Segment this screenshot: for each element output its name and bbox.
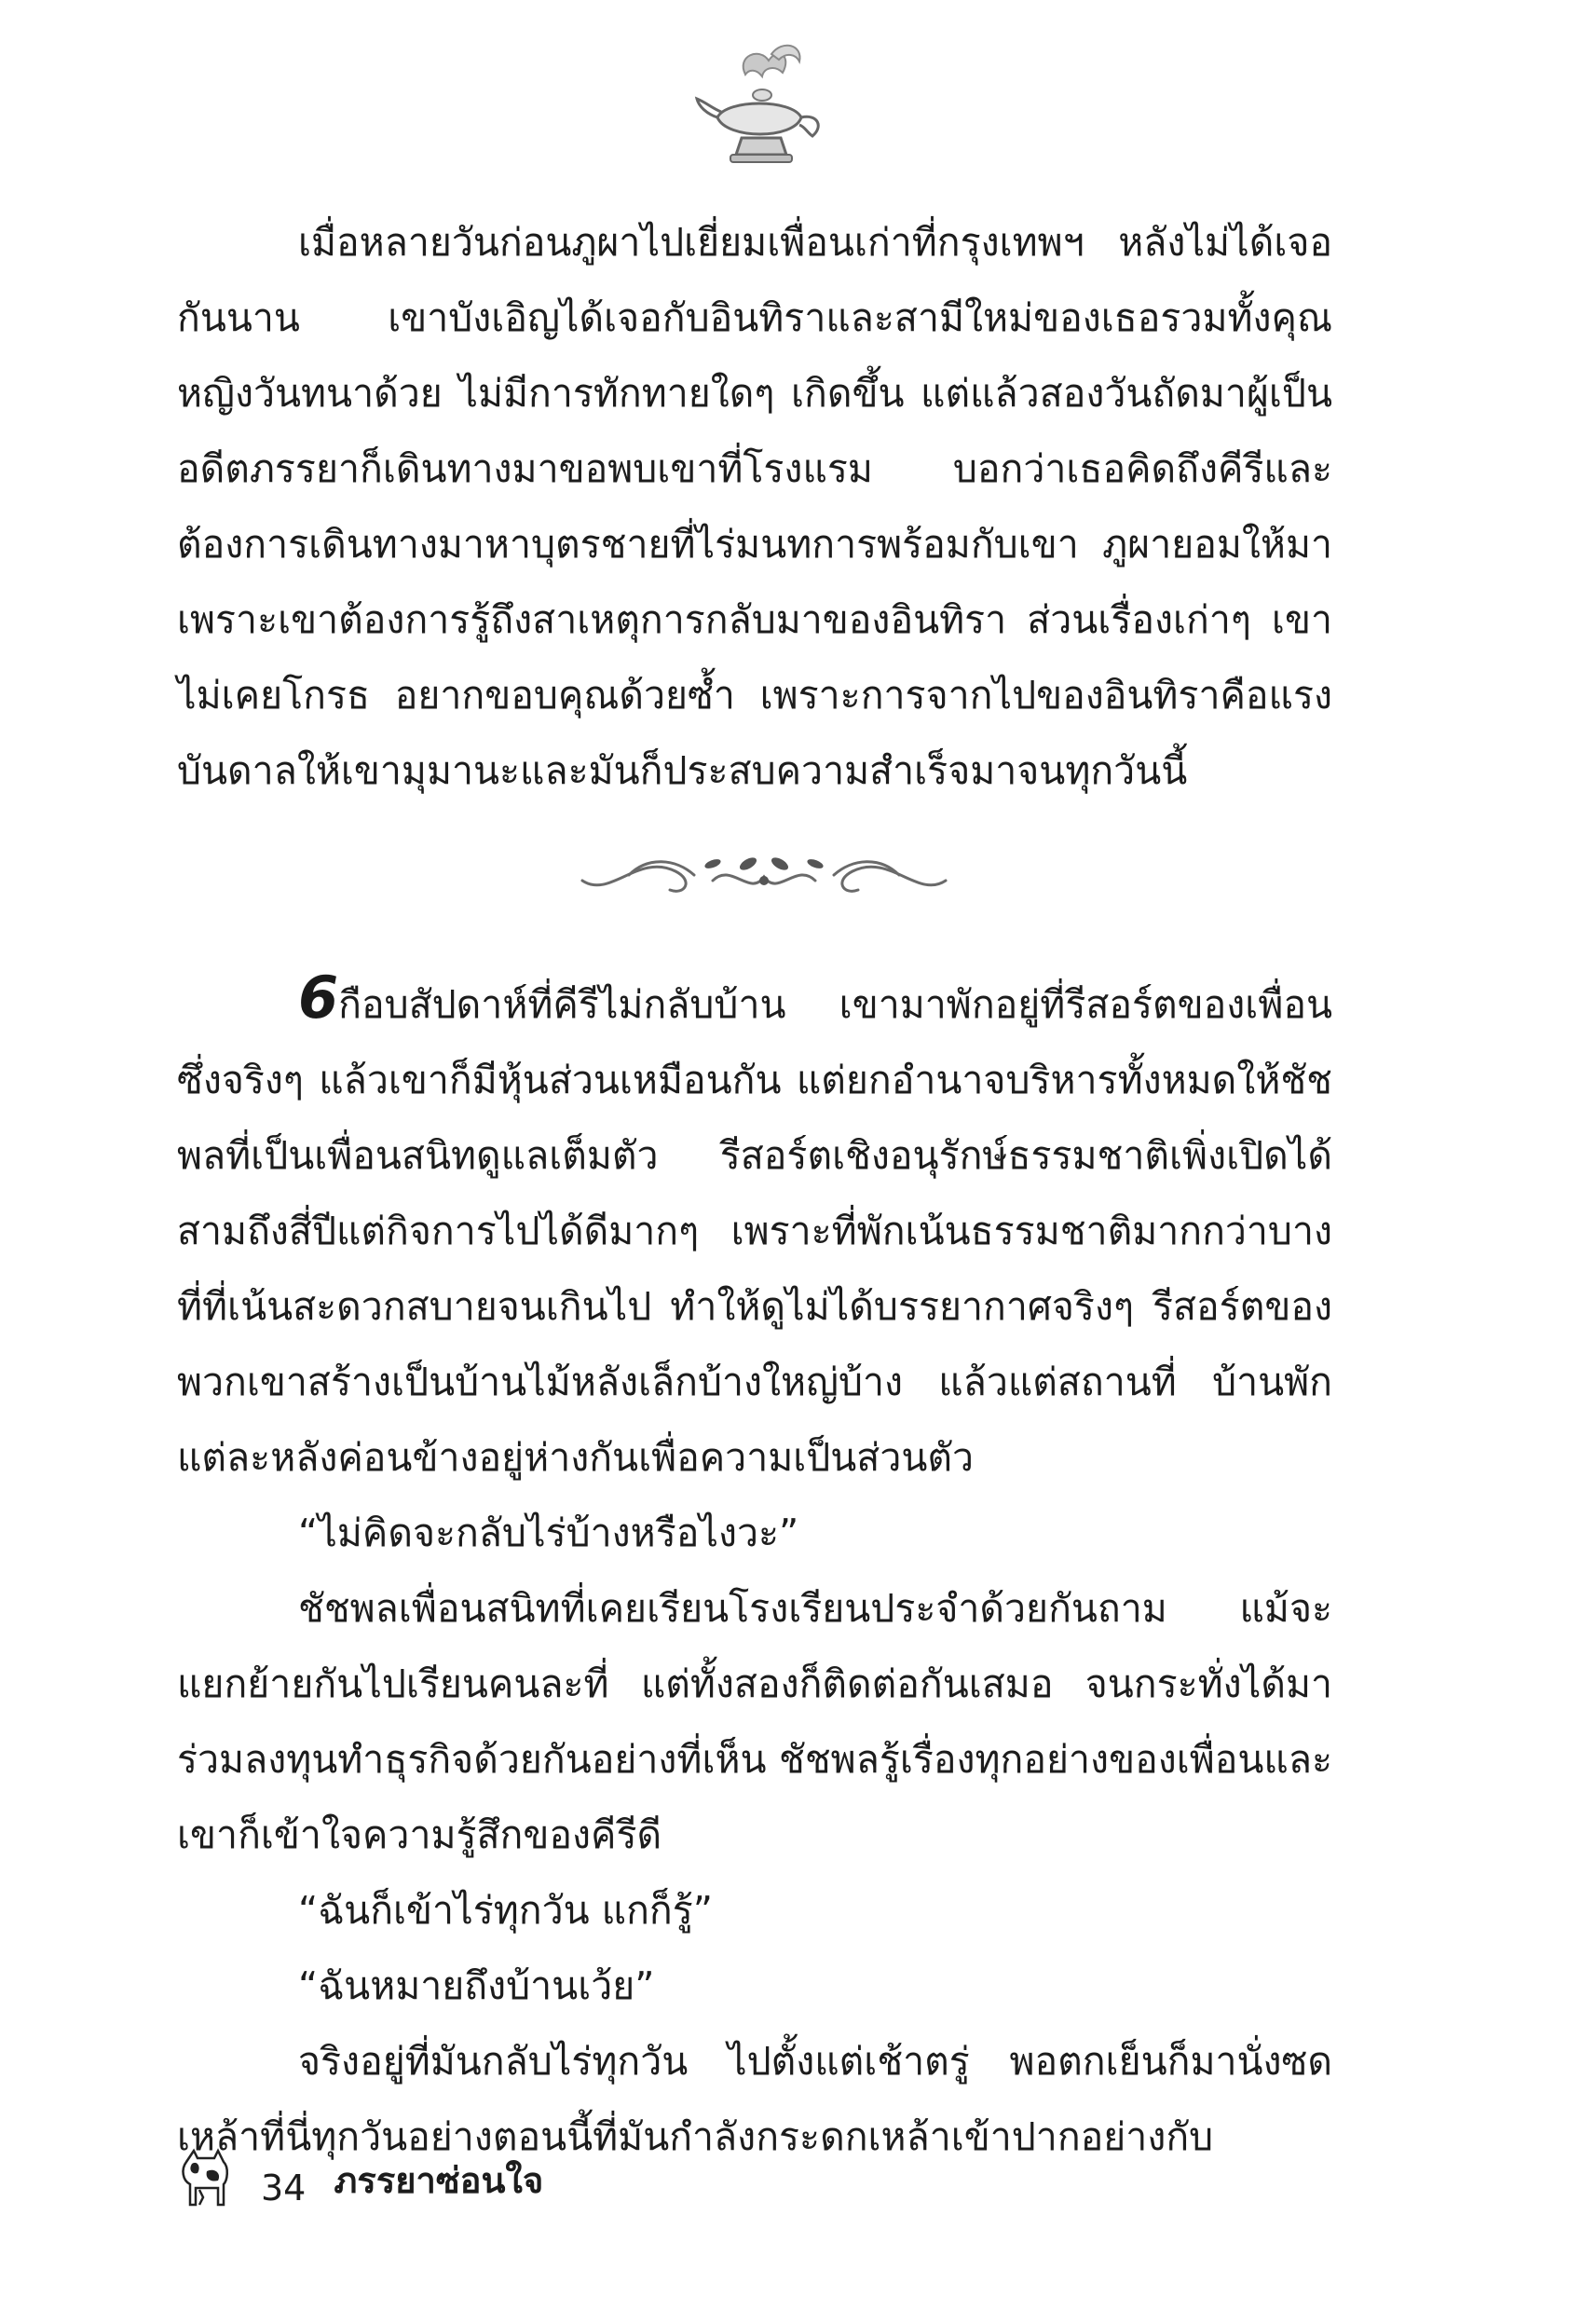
dialogue-1: “ไม่คิดจะกลับไร่บ้างหรือไงวะ”: [298, 1511, 799, 1555]
section-2: [177, 960, 1332, 2175]
section-1: [177, 205, 1332, 809]
paragraph-1: [177, 960, 1332, 1496]
cow-icon: [177, 2143, 233, 2208]
paragraph: เมื่อหลายวันก่อนภูผาไปเยี่ยมเพื่อนเก่าที่กรุงเทพฯ หลังไม่ได้เจอกันนาน เขาบังเอิญได้เจอกับอินทิราและสามีใหม่ของเธอรวมทั้งคุณหญิงวันทนาด้วย ไม่มีการทักทายใดๆ เกิดขึ้น แต่แล้วสองวันถัดมาผู้เป็นอดีตภรรยาก็เดินทางมาขอพบเขาที่โรงแรม บอกว่าเธอคิดถึงคีรีและต้องการเดินทางมาหาบุตรชายที่ไร่มนทการพร้อมกับเขา ภูผายอมให้มาเพราะเขาต้องการรู้ถึงสาเหตุการกลับมาของอินทิรา ส่วนเรื่องเก่าๆ เขาไม่เคยโกรธ อยากขอบคุณด้วยซ้ำ เพราะการจากไปของอินทิราคือแรงบันดาลให้เขามุมานะและมันก็ประสบความสำเร็จมาจนทุกวันนี้: [177, 220, 1332, 793]
book-title: ภรรยาซ่อนใจ: [334, 2160, 544, 2201]
dialogue-3: “ฉันหมายถึงบ้านเว้ย”: [298, 1963, 655, 2008]
floral-scroll-divider: [573, 843, 955, 909]
paragraph-1-text: กือบสัปดาห์ที่คีรีไม่กลับบ้าน เขามาพักอยู่ที่รีสอร์ตของเพื่อนซึ่งจริงๆ แล้วเขาก็มีหุ้นส่วนเหมือนกัน แต่ยกอำนาจบริหารทั้งหมดให้ชัชพลที่เป็นเพื่อนสนิทดูแลเต็มตัว รีสอร์ตเชิงอนุรักษ์ธรรมชาติเพิ่งเปิดได้สามถึงสี่ปีแต่กิจการไปได้ดีมากๆ เพราะที่พักเน้นธรรมชาติมากกว่าบางที่ที่เน้นสะดวกสบายจนเกินไป ทำให้ดูไม่ได้บรรยากาศจริงๆ รีสอร์ตของพวกเขาสร้างเป็นบ้านไม้หลังเล็กบ้างใหญ่บ้าง แล้วแต่สถานที่ บ้านพักแต่ละหลังค่อนข้างอยู่ห่างกันเพื่อความเป็นส่วนตัว: [177, 982, 1332, 1480]
paragraph-3: จริงอยู่ที่มันกลับไร่ทุกวัน ไปตั้งแต่เช้าตรู่ พอตกเย็นก็มานั่งซดเหล้าที่นี่ทุกวันอย่างตอนนี้ที่มันกำลังกระดกเหล้าเข้าปากอย่างกับ: [177, 2039, 1332, 2159]
page-number: 34: [261, 2167, 307, 2208]
paragraph-2: ชัชพลเพื่อนสนิทที่เคยเรียนโรงเรียนประจำด้วยกันถาม แม้จะแยกย้ายกันไปเรียนคนละที่ แต่ทั้งสองก็ติดต่อกันเสมอ จนกระทั่งได้มาร่วมลงทุนทำธุรกิจด้วยกันอย่างที่เห็น ชัชพลรู้เรื่องทุกอย่างของเพื่อนและเขาก็เข้าใจความรู้สึกของคีรีดี: [177, 1586, 1332, 1857]
page-footer: [177, 2134, 543, 2208]
drop-cap: 6: [298, 964, 339, 1032]
dialogue-2: “ฉันก็เข้าไร่ทุกวัน แกก็รู้”: [298, 1888, 713, 1933]
genie-lamp-ornament-icon: [689, 37, 829, 177]
